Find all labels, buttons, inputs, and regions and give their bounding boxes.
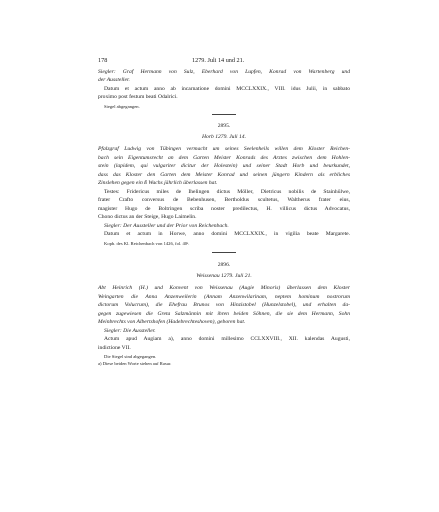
text-line: gegen zugewiesen die Greta Salzmännin mit ihren beiden Söhnen, die sie dem Hermann, Sohn xyxy=(98,311,350,317)
text-line: Abt Heinrich (H.) und Konvent von Weissenau (Augie Minoris) überlassen dem Kloster xyxy=(98,285,350,291)
text-line: Siegler: Die Aussteller. xyxy=(104,328,156,334)
text-line: Meinbrechts von Albertshofen (Hadebrechteshoven), geboren hat. xyxy=(98,319,246,325)
text-line: indictione VII. xyxy=(98,345,131,351)
text-line: Pfalzgraf Ludwig von Tübingen vermacht um seines Seelenheils willen dem Kloster Reichen- xyxy=(98,146,350,152)
page-number: 178 xyxy=(98,57,108,64)
text-line: bach sein Eigentumsrecht an dem Garten Meister Konrads des Arztes zwischen dem Hohlen- xyxy=(98,155,350,161)
charter-number: 2896. xyxy=(217,262,231,268)
text-line: Siegler: Graf Hermann von Sulz, Eberhard von Lupfen, Konrad von Wartenberg und xyxy=(98,69,350,75)
text-line: Chono dictus an der Steige, Hugo Laimelin. xyxy=(98,214,197,220)
text-line: proximo post festum beati Odalrici. xyxy=(98,94,178,100)
source-note: Kopb. des Kl. Reichenbach von 1426, fol. 40ᵃ. xyxy=(104,241,190,246)
text-line: Actum apud Augiam a), anno domini millesimo CCLXXVIII., XII. kalendas Augusti, xyxy=(104,336,350,342)
text-line: der Aussteller. xyxy=(98,77,130,83)
divider xyxy=(212,114,236,115)
source-note: Die Siegel sind abgegangen. xyxy=(104,354,157,359)
source-note: Siegel abgegangen. xyxy=(104,104,140,109)
text-line: Datum et actum in Horwe, anno domini MCCLXXIX., in vigilia beate Margarete. xyxy=(104,231,350,237)
text-line: Siegler: Der Aussteller und der Prior von Reichenbach. xyxy=(104,223,229,229)
text-line: magister Hugo de Boltringen scriba noster predilectus, H. villicus dictus Advocatus, xyxy=(98,206,350,212)
running-title: 1279. Juli 14 und 21. xyxy=(192,57,245,64)
divider xyxy=(212,252,236,253)
charter-place-date: Weissenau 1279. Juli 21. xyxy=(196,273,252,279)
text-line: Weingarten die Anna Anzenweilerin (Annam Anzenwilarinam, neptem hominum nostrorum xyxy=(98,294,350,300)
text-line: frater Crafto conversus de Bebenhusen, Bertholdus scultetus, Waltherus frater eius, xyxy=(98,197,350,203)
text-line: dass das Kloster den Garten dem Meister Konrad und seinen jüngern Kindern als erbliches xyxy=(98,172,350,178)
charter-place-date: Horb 1279. Juli 14. xyxy=(202,134,246,140)
text-line: Zinslehen gegen ein ß Wachs jährlich überlassen hat. xyxy=(98,180,218,186)
charter-number: 2895. xyxy=(217,123,231,129)
text-line: dictorum Volucrum), die Ehefrau Brunos von Hinzistobel (Hunzelstobel), und erhalten da- xyxy=(98,302,350,308)
text-line: Testes: Fridericus miles de Ihelingen dictus Möller, Dietricus nobilis de Stainhûlwe, xyxy=(104,189,350,195)
page-content xyxy=(98,0,350,512)
text-line: stein (lapidem, qui vulgariter dicitur der Holestein) und seiner Stadt Horb und beurkundet, xyxy=(98,163,350,169)
text-line: Datum et actum anno ab incarnatione domini MCCLXXIX., VIII. idus Julii, in sabbato xyxy=(104,86,350,92)
footnote: a) Diese beiden Worte stehen auf Rasur. xyxy=(98,361,172,366)
